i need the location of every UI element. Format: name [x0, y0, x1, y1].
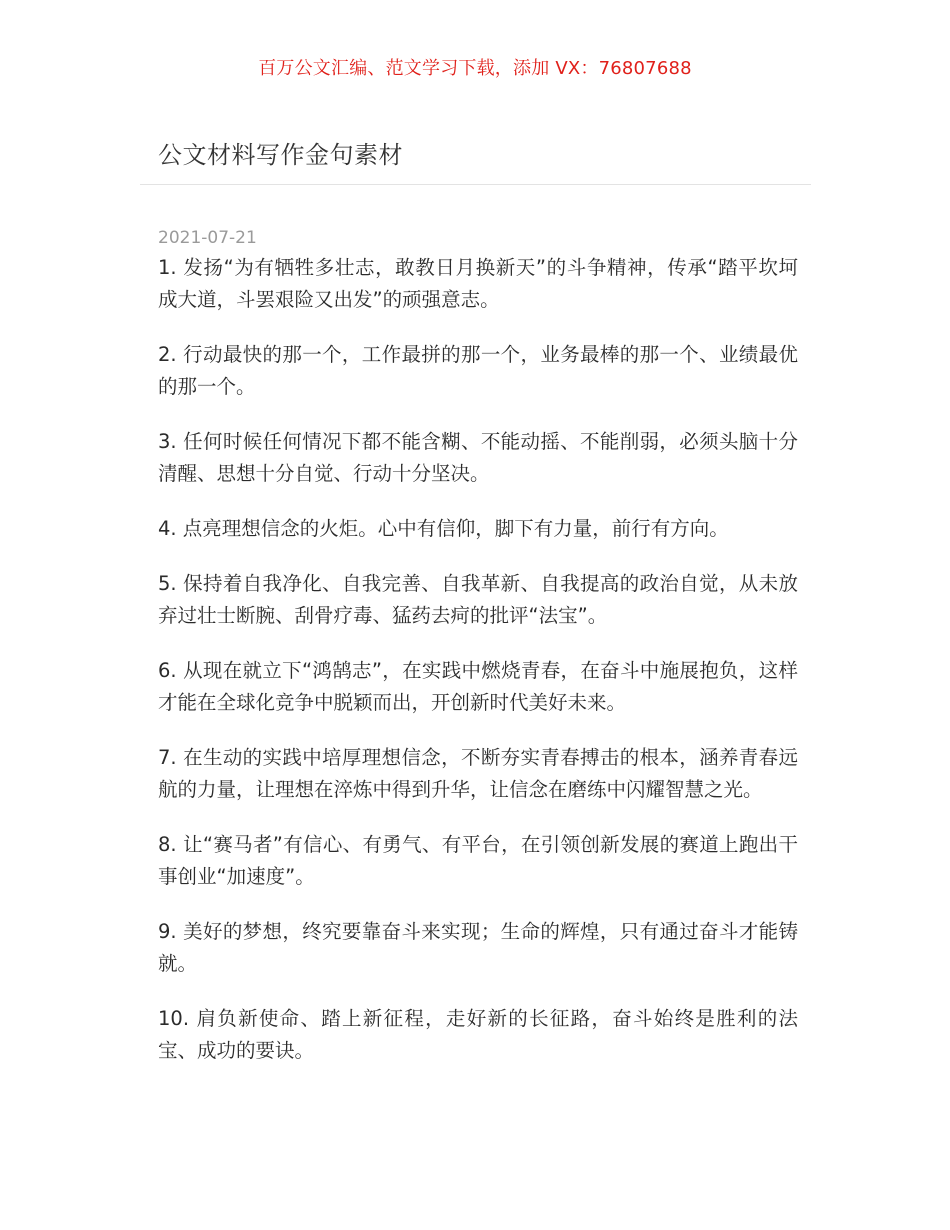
- quote-paragraph-6: 6. 从现在就立下“鸿鹄志”，在实践中燃烧青春，在奋斗中施展抱负，这样才能在全球化竞争中脱颖而出，开创新时代美好未来。: [158, 659, 798, 714]
- quote-paragraph-4: 4. 点亮理想信念的火炬。心中有信仰，脚下有力量，前行有方向。: [158, 517, 729, 540]
- quote-paragraph-3: 3. 任何时候任何情况下都不能含糊、不能动摇、不能削弱，必须头脑十分清醒、思想十分自觉、行动十分坚决。: [158, 430, 798, 485]
- quote-paragraph-2: 2. 行动最快的那一个，工作最拼的那一个，业务最棒的那一个、业绩最优的那一个。: [158, 343, 798, 398]
- article-body: [158, 252, 798, 1090]
- quote-paragraph-10: 10. 肩负新使命、踏上新征程，走好新的长征路，奋斗始终是胜利的法宝、成功的要诀。: [158, 1007, 798, 1062]
- quote-paragraph-5: 5. 保持着自我净化、自我完善、自我革新、自我提高的政治自觉，从未放弃过壮士断腕、刮骨疗毒、猛药去疴的批评“法宝”。: [158, 572, 798, 627]
- quote-paragraph-9: 9. 美好的梦想，终究要靠奋斗来实现；生命的辉煌，只有通过奋斗才能铸就。: [158, 920, 798, 975]
- quote-paragraph-8: 8. 让“赛马者”有信心、有勇气、有平台，在引领创新发展的赛道上跑出干事创业“加速度”。: [158, 833, 798, 888]
- publish-date: 2021-07-21: [158, 228, 257, 248]
- quote-paragraph-7: 7. 在生动的实践中培厚理想信念，不断夯实青春搏击的根本，涵养青春远航的力量，让理想在淬炼中得到升华，让信念在磨练中闪耀智慧之光。: [158, 746, 798, 801]
- article-title: 公文材料写作金句素材: [158, 141, 403, 169]
- promo-banner: 百万公文汇编、范文学习下载，添加 VX：76807688: [258, 58, 692, 79]
- title-divider: [140, 184, 811, 185]
- quote-paragraph-1: 1. 发扬“为有牺牲多壮志，敢教日月换新天”的斗争精神，传承“踏平坎坷成大道，斗罢艰险又出发”的顽强意志。: [158, 256, 798, 311]
